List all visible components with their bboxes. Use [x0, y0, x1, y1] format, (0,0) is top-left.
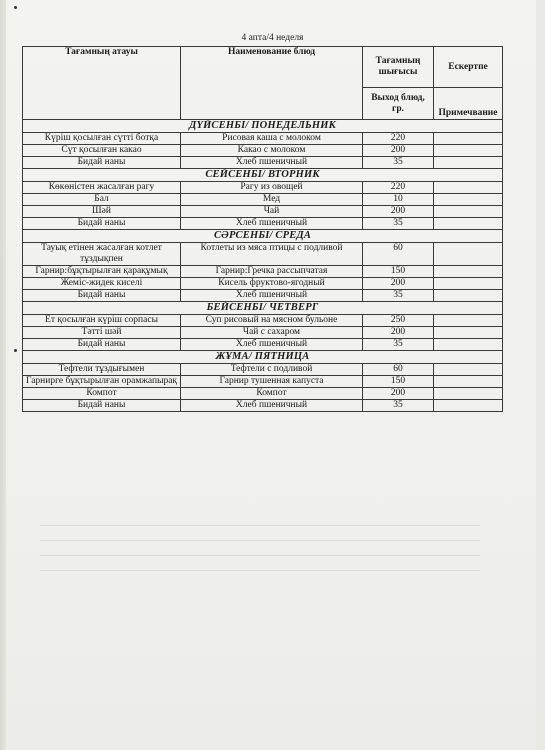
day-header-row [23, 120, 503, 133]
dish-note [434, 376, 503, 388]
dish-rus-name: Кисель фруктово-ягодный [181, 278, 363, 290]
dish-output: 220 [363, 182, 434, 194]
column-header-note-kaz: Ескертпе [434, 47, 503, 88]
table-row [23, 290, 503, 302]
dish-output: 200 [363, 388, 434, 400]
dish-note [434, 290, 503, 302]
dish-rus-name: Рагу из овощей [181, 182, 363, 194]
dish-note [434, 194, 503, 206]
dish-rus-name: Хлеб пшеничный [181, 290, 363, 302]
dish-rus-name: Какао с молоком [181, 145, 363, 157]
day-title: БЕЙСЕНБІ/ ЧЕТВЕРГ [23, 302, 503, 315]
dish-kaz-name: Гарнирге бұқтырылған орамжапырақ [23, 376, 181, 388]
column-header-note-rus: Примечвание [434, 88, 503, 120]
dish-output: 35 [363, 218, 434, 230]
dish-output: 150 [363, 266, 434, 278]
dish-rus-name: Хлеб пшеничный [181, 218, 363, 230]
dish-output: 150 [363, 376, 434, 388]
table-row [23, 182, 503, 194]
column-header-rus-name: Наименование блюд [181, 47, 363, 120]
dish-kaz-name: Тефтели тұздығымен [23, 364, 181, 376]
dish-note [434, 145, 503, 157]
dish-kaz-name: Бидай наны [23, 339, 181, 351]
dish-note [434, 388, 503, 400]
dish-note [434, 206, 503, 218]
table-row [23, 278, 503, 290]
table-row [23, 376, 503, 388]
dish-output: 35 [363, 339, 434, 351]
dish-rus-name: Суп рисовый на мясном бульоне [181, 315, 363, 327]
dish-rus-name: Рисовая каша с молоком [181, 133, 363, 145]
week-label: 4 апта/4 неделя [241, 33, 304, 43]
dish-note [434, 266, 503, 278]
dish-output: 200 [363, 327, 434, 339]
dish-kaz-name: Компот [23, 388, 181, 400]
table-row [23, 339, 503, 351]
table-row [23, 364, 503, 376]
table-row [23, 400, 503, 412]
dish-output: 10 [363, 194, 434, 206]
dish-rus-name: Чай [181, 206, 363, 218]
dish-note [434, 218, 503, 230]
dish-kaz-name: Ет қосылған күріш сорпасы [23, 315, 181, 327]
dish-kaz-name: Бидай наны [23, 157, 181, 169]
table-row [23, 194, 503, 206]
scan-speck [14, 6, 17, 9]
dish-kaz-name: Гарнир:бұқтырылған қарақұмық [23, 266, 181, 278]
dish-rus-name: Хлеб пшеничный [181, 157, 363, 169]
dish-rus-name: Чай с сахаром [181, 327, 363, 339]
day-title: ЖҰМА/ ПЯТНИЦА [23, 351, 503, 364]
dish-rus-name: Котлеты из мяса птицы с подливой [181, 243, 363, 266]
dish-output: 35 [363, 157, 434, 169]
column-header-kaz-name: Тағамның атауы [23, 47, 181, 120]
table-row [23, 206, 503, 218]
dish-note [434, 364, 503, 376]
dish-kaz-name: Бидай наны [23, 400, 181, 412]
dish-note [434, 243, 503, 266]
dish-output: 250 [363, 315, 434, 327]
dish-kaz-name: Бидай наны [23, 218, 181, 230]
table-row [23, 218, 503, 230]
column-header-output-kaz: Тағамның шығысы [363, 47, 434, 88]
dish-note [434, 315, 503, 327]
dish-kaz-name: Тауық етінен жасалған котлет тұздықпен [23, 243, 181, 266]
dish-output: 60 [363, 243, 434, 266]
dish-note [434, 400, 503, 412]
dish-output: 200 [363, 145, 434, 157]
dish-note [434, 182, 503, 194]
dish-output: 60 [363, 364, 434, 376]
menu-table [22, 46, 503, 412]
table-row [23, 388, 503, 400]
table-row [23, 133, 503, 145]
scan-speck [14, 349, 17, 352]
dish-note [434, 278, 503, 290]
day-title: СӘРСЕНБІ/ СРЕДА [23, 230, 503, 243]
dish-rus-name: Гарнир:Гречка рассыпчатая [181, 266, 363, 278]
dish-rus-name: Гарнир тушенная капуста [181, 376, 363, 388]
dish-rus-name: Хлеб пшеничный [181, 339, 363, 351]
dish-kaz-name: Жеміс-жидек киселі [23, 278, 181, 290]
day-header-row [23, 169, 503, 182]
dish-rus-name: Хлеб пшеничный [181, 400, 363, 412]
table-row [23, 327, 503, 339]
dish-kaz-name: Бидай наны [23, 290, 181, 302]
table-row [23, 145, 503, 157]
bleed-through-lines [40, 515, 480, 575]
day-header-row [23, 351, 503, 364]
day-header-row [23, 230, 503, 243]
table-row [23, 266, 503, 278]
dish-kaz-name: Тәтті шәй [23, 327, 181, 339]
day-header-row [23, 302, 503, 315]
dish-note [434, 339, 503, 351]
column-header-output-rus: Выход блюд, гр. [363, 88, 434, 120]
dish-output: 35 [363, 290, 434, 302]
dish-kaz-name: Көкөністен жасалған рагу [23, 182, 181, 194]
dish-output: 200 [363, 278, 434, 290]
day-title: СЕЙСЕНБІ/ ВТОРНИК [23, 169, 503, 182]
dish-kaz-name: Сүт қосылған какао [23, 145, 181, 157]
dish-output: 220 [363, 133, 434, 145]
table-row [23, 315, 503, 327]
dish-note [434, 157, 503, 169]
dish-kaz-name: Күріш қосылған сүтті ботқа [23, 133, 181, 145]
dish-rus-name: Мед [181, 194, 363, 206]
dish-rus-name: Компот [181, 388, 363, 400]
dish-note [434, 133, 503, 145]
dish-kaz-name: Бал [23, 194, 181, 206]
day-title: ДҮЙСЕНБІ/ ПОНЕДЕЛЬНИК [23, 120, 503, 133]
dish-rus-name: Тефтели с подливой [181, 364, 363, 376]
dish-note [434, 327, 503, 339]
dish-kaz-name: Шәй [23, 206, 181, 218]
table-row [23, 157, 503, 169]
menu-body [23, 120, 503, 412]
table-row [23, 243, 503, 266]
dish-output: 35 [363, 400, 434, 412]
dish-output: 200 [363, 206, 434, 218]
